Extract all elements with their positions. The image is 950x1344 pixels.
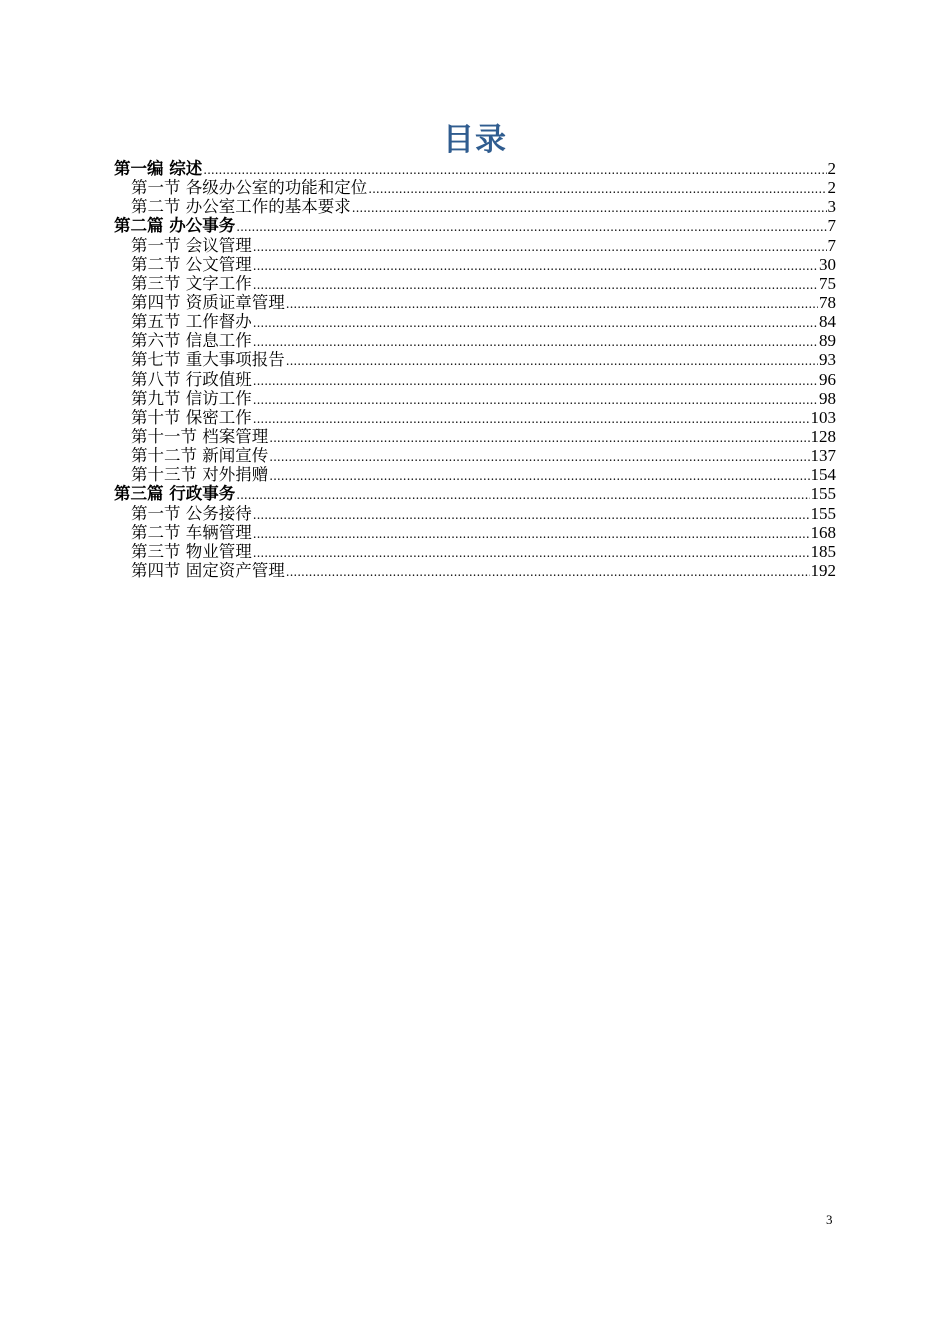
toc-entry-label: 第四节 资质证章管理 bbox=[131, 292, 285, 312]
toc-entry-page: 89 bbox=[819, 331, 836, 351]
toc-entry-label: 第二节 公文管理 bbox=[131, 254, 252, 274]
toc-dot-leader bbox=[253, 389, 818, 408]
toc-dot-leader bbox=[253, 312, 818, 331]
toc-dot-leader bbox=[269, 427, 809, 446]
toc-entry-label: 第一编 综述 bbox=[114, 159, 203, 178]
toc-entry[interactable] bbox=[114, 542, 836, 561]
toc-entry[interactable] bbox=[114, 178, 836, 197]
toc-entry[interactable] bbox=[114, 446, 836, 465]
toc-entry[interactable] bbox=[114, 523, 836, 542]
toc-entry[interactable] bbox=[114, 216, 836, 235]
toc-entry-label: 第十二节 新闻宣传 bbox=[131, 446, 269, 466]
toc-entry-label: 第一节 公务接待 bbox=[131, 503, 252, 523]
toc-entry-page: 75 bbox=[819, 273, 836, 293]
toc-entry-page: 98 bbox=[819, 388, 836, 408]
toc-title: 目录 bbox=[443, 122, 507, 158]
toc-entry-page: 154 bbox=[810, 465, 836, 485]
toc-entry-page: 185 bbox=[810, 541, 836, 561]
toc-dot-leader bbox=[253, 408, 810, 427]
toc-entry[interactable] bbox=[114, 293, 836, 312]
toc-entry[interactable] bbox=[114, 331, 836, 350]
toc-entry[interactable] bbox=[114, 561, 836, 580]
toc-dot-leader bbox=[253, 274, 818, 293]
toc-entry-label: 第二篇 办公事务 bbox=[114, 216, 236, 236]
toc-entry-page: 7 bbox=[827, 216, 836, 236]
toc-entry[interactable] bbox=[114, 465, 836, 484]
toc-entry-label: 第二节 车辆管理 bbox=[131, 522, 252, 542]
toc-dot-leader bbox=[253, 504, 810, 523]
toc-entry-label: 第十一节 档案管理 bbox=[131, 426, 269, 446]
toc-entry-page: 155 bbox=[810, 503, 836, 523]
toc-entry-page: 30 bbox=[819, 254, 836, 274]
toc-entry-page: 2 bbox=[827, 178, 836, 198]
toc-entry-page: 78 bbox=[819, 292, 836, 312]
toc-entry[interactable] bbox=[114, 255, 836, 274]
toc-entry-label: 第二节 办公室工作的基本要求 bbox=[131, 197, 351, 217]
toc-entry[interactable] bbox=[114, 504, 836, 523]
toc-entry-label: 第十节 保密工作 bbox=[131, 407, 252, 427]
toc-entry-label: 第六节 信息工作 bbox=[131, 331, 252, 351]
toc-entry-page: 137 bbox=[810, 446, 836, 466]
toc-entry-label: 第九节 信访工作 bbox=[131, 388, 252, 408]
toc-entry-page: 168 bbox=[810, 522, 836, 542]
toc-dot-leader bbox=[253, 331, 818, 350]
toc-entry-label: 第三节 文字工作 bbox=[131, 273, 252, 293]
toc-entry[interactable] bbox=[114, 236, 836, 255]
toc-entry-page: 192 bbox=[810, 560, 836, 580]
toc-entry-label: 第四节 固定资产管理 bbox=[131, 560, 285, 580]
toc-list bbox=[114, 159, 836, 580]
toc-entry-page: 7 bbox=[827, 235, 836, 255]
toc-entry-label: 第一节 各级办公室的功能和定位 bbox=[131, 178, 368, 198]
toc-entry-label: 第八节 行政值班 bbox=[131, 369, 252, 389]
toc-dot-leader bbox=[286, 293, 818, 312]
toc-entry-label: 第一节 会议管理 bbox=[131, 235, 252, 255]
toc-dot-leader bbox=[269, 446, 809, 465]
toc-dot-leader bbox=[203, 159, 826, 178]
toc-entry[interactable] bbox=[114, 159, 836, 178]
toc-entry[interactable] bbox=[114, 312, 836, 331]
toc-entry[interactable] bbox=[114, 274, 836, 293]
toc-entry[interactable] bbox=[114, 408, 836, 427]
toc-entry[interactable] bbox=[114, 427, 836, 446]
toc-entry-label: 第五节 工作督办 bbox=[131, 312, 252, 332]
toc-entry[interactable] bbox=[114, 197, 836, 216]
toc-entry-page: 2 bbox=[827, 159, 836, 178]
toc-dot-leader bbox=[236, 484, 809, 503]
toc-dot-leader bbox=[286, 350, 818, 369]
toc-entry-page: 84 bbox=[819, 312, 836, 332]
toc-entry-label: 第七节 重大事项报告 bbox=[131, 350, 285, 370]
toc-dot-leader bbox=[368, 178, 826, 197]
toc-entry-page: 3 bbox=[827, 197, 836, 217]
page-number: 3 bbox=[826, 1212, 833, 1227]
toc-entry-page: 103 bbox=[810, 407, 836, 427]
toc-dot-leader bbox=[253, 236, 827, 255]
toc-dot-leader bbox=[352, 197, 827, 216]
toc-entry-label: 第三节 物业管理 bbox=[131, 541, 252, 561]
toc-entry[interactable] bbox=[114, 484, 836, 503]
toc-entry-page: 96 bbox=[819, 369, 836, 389]
toc-entry-page: 128 bbox=[810, 426, 836, 446]
toc-dot-leader bbox=[269, 465, 809, 484]
toc-entry-label: 第三篇 行政事务 bbox=[114, 484, 236, 504]
toc-dot-leader bbox=[236, 216, 826, 235]
toc-dot-leader bbox=[253, 523, 810, 542]
toc-entry-label: 第十三节 对外捐赠 bbox=[131, 465, 269, 485]
toc-entry[interactable] bbox=[114, 389, 836, 408]
toc-entry[interactable] bbox=[114, 370, 836, 389]
toc-entry[interactable] bbox=[114, 350, 836, 369]
toc-dot-leader bbox=[253, 542, 810, 561]
toc-entry-page: 93 bbox=[819, 350, 836, 370]
toc-dot-leader bbox=[253, 370, 818, 389]
toc-dot-leader bbox=[286, 561, 810, 580]
toc-entry-page: 155 bbox=[810, 484, 836, 504]
toc-dot-leader bbox=[253, 255, 818, 274]
